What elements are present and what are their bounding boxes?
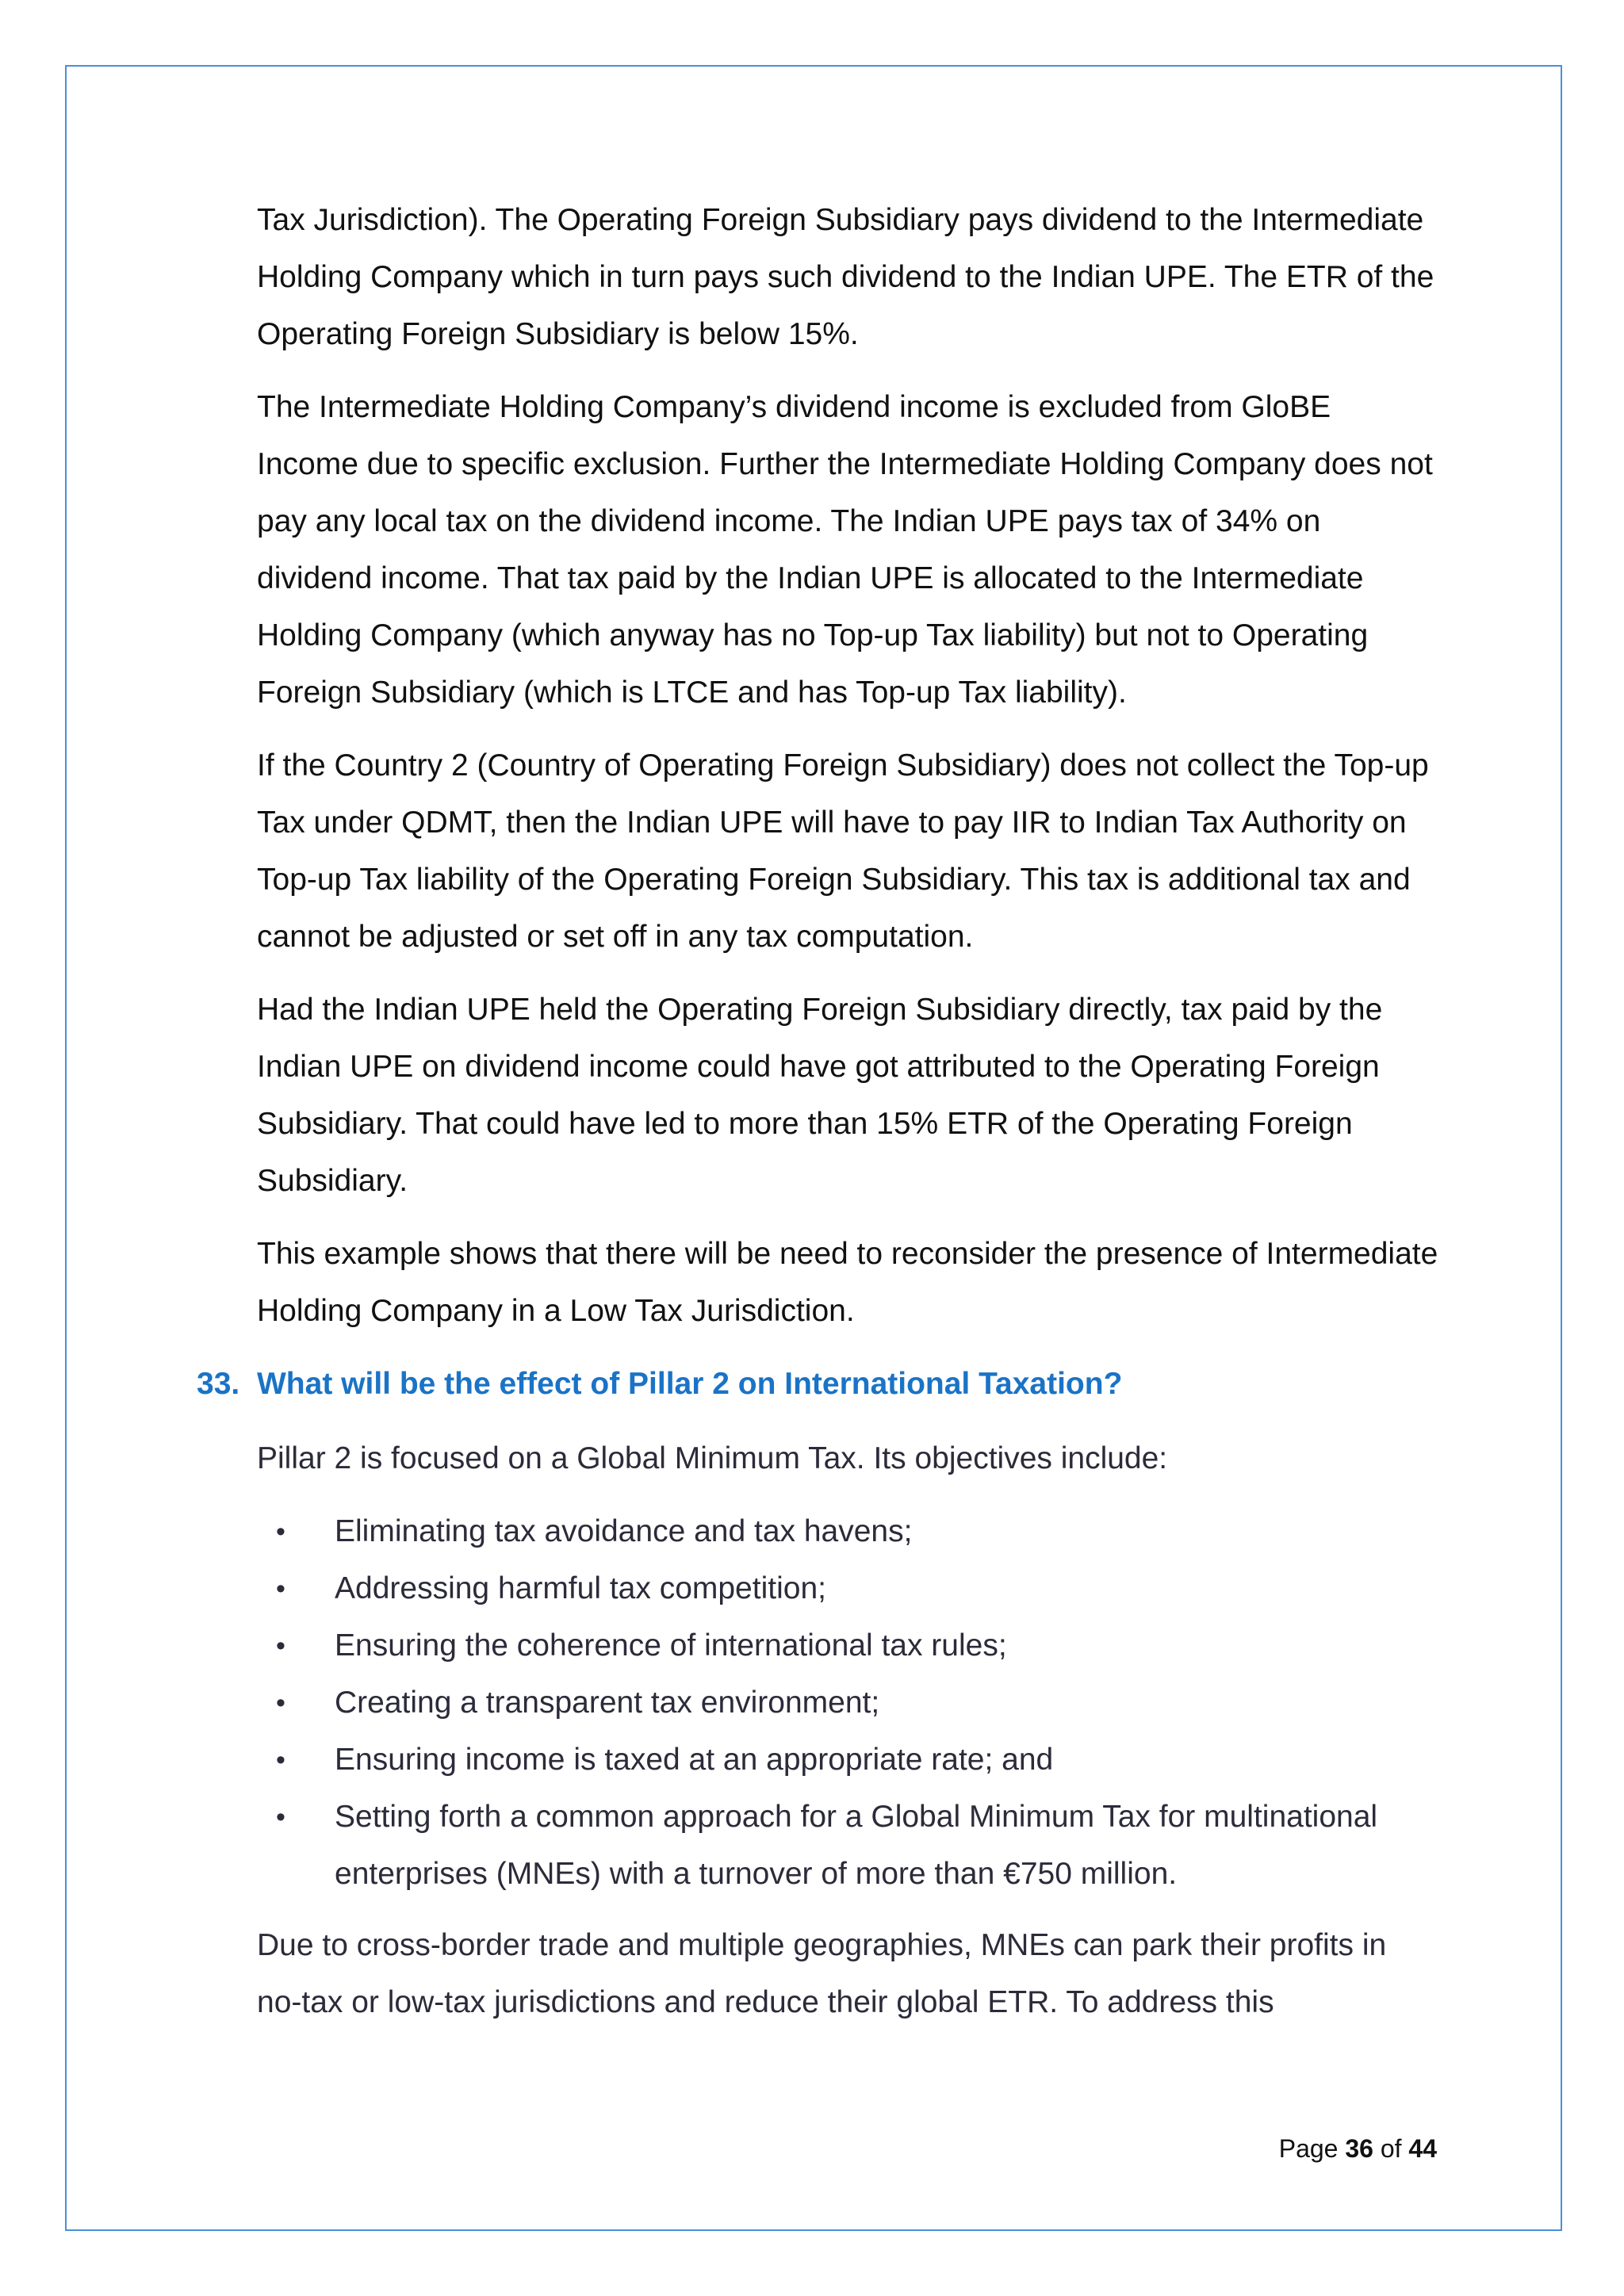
paragraph: This example shows that there will be need to reconsider the presence of Intermediate Holding Company in a Low Tax Jurisdiction. bbox=[257, 1237, 1438, 1328]
section-title: What will be the effect of Pillar 2 on International Taxation? bbox=[257, 1367, 1123, 1401]
list-item: • Creating a transparent tax environment; bbox=[257, 1674, 1438, 1732]
bullet-icon: • bbox=[276, 1802, 285, 1832]
paragraph: Had the Indian UPE held the Operating Foreign Subsidiary directly, tax paid by the Indian UPE on dividend income could have got attributed to the Operating Foreign Subsidiary. That could have led to more than 15% ETR of the Operating Foreign Subsidiary. bbox=[257, 993, 1383, 1198]
section-heading bbox=[197, 1356, 1438, 1413]
list-item: • Setting forth a common approach for a Global Minimum Tax for multinational enterprises (MNEs) with a turnover of more than €750 million. bbox=[257, 1789, 1438, 1903]
total-pages: 44 bbox=[1408, 2134, 1437, 2163]
section-number: 33. bbox=[197, 1367, 240, 1401]
list-item: • Addressing harmful tax competition; bbox=[257, 1560, 1438, 1617]
bullet-icon: • bbox=[276, 1631, 285, 1661]
bullet-icon: • bbox=[276, 1745, 285, 1775]
paragraph: Due to cross-border trade and multiple geographies, MNEs can park their profits in no-tax or low-tax jurisdictions and reduce their global ETR. To address this bbox=[257, 1928, 1387, 2019]
current-page: 36 bbox=[1345, 2134, 1373, 2163]
section-intro: Pillar 2 is focused on a Global Minimum Tax. Its objectives include: bbox=[257, 1441, 1168, 1475]
document-body bbox=[197, 192, 1438, 2047]
paragraph: If the Country 2 (Country of Operating Foreign Subsidiary) does not collect the Top-up Tax under QDMT, then the Indian UPE will have to pay IIR to Indian Tax Authority on Top-up Tax liability of the Operating Foreign Subsidiary. This tax is additional tax and cannot be adjusted or set off in any tax computation. bbox=[257, 748, 1429, 954]
bullet-icon: • bbox=[276, 1688, 285, 1718]
of-label: of bbox=[1380, 2134, 1402, 2163]
objectives-list bbox=[257, 1503, 1438, 1903]
page-number-footer bbox=[1279, 2134, 1437, 2164]
paragraph: The Intermediate Holding Company’s dividend income is excluded from GloBE Income due to specific exclusion. Further the Intermediate Holding Company does not pay any local tax on the dividend income. The Indian UPE pays tax of 34% on dividend income. That tax paid by the Indian UPE is allocated to the Intermediate Holding Company (which anyway has no Top-up Tax liability) but not to Operating Foreign Subsidiary (which is LTCE and has Top-up Tax liability). bbox=[257, 390, 1433, 710]
bullet-icon: • bbox=[276, 1574, 285, 1604]
list-item: • Ensuring the coherence of international tax rules; bbox=[257, 1617, 1438, 1674]
paragraph: Tax Jurisdiction). The Operating Foreign Subsidiary pays dividend to the Intermediate Holding Company which in turn pays such dividend to the Indian UPE. The ETR of the Operating Foreign Subsidiary is below 15%. bbox=[257, 203, 1434, 351]
page-label: Page bbox=[1278, 2134, 1339, 2163]
bullet-icon: • bbox=[276, 1517, 285, 1547]
list-item: • Eliminating tax avoidance and tax havens; bbox=[257, 1503, 1438, 1560]
list-item: • Ensuring income is taxed at an appropriate rate; and bbox=[257, 1732, 1438, 1789]
